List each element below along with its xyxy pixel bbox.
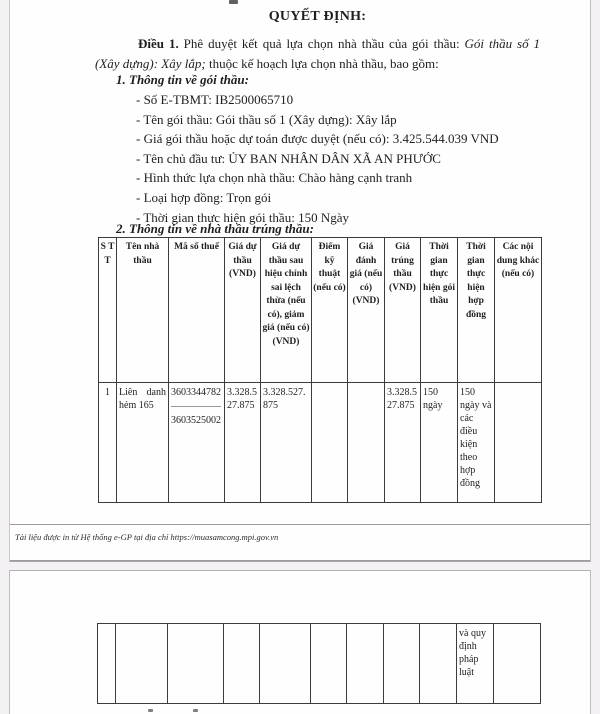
cell-other-contents	[495, 383, 542, 503]
document-page-1	[9, 0, 591, 562]
cut-off-text-fragment-bottom-2	[193, 709, 198, 712]
egp-print-note: Tài liệu được in từ Hệ thống e-GP tại địa chỉ https://muasamcong.mpi.gov.vn	[15, 532, 279, 542]
cell-bid-price: 3.328.527.875	[225, 383, 261, 503]
article-1-text: Phê duyệt kết quả lựa chọn nhà thầu của gói thầu:	[178, 36, 465, 51]
cell-evaluated-price-cont	[347, 624, 384, 704]
winning-contractor-table	[98, 237, 542, 503]
header-other-contents: Các nội dung khác (nếu có)	[495, 238, 542, 383]
document-page-2	[9, 570, 591, 714]
page-title: QUYẾT ĐỊNH:	[268, 9, 367, 24]
section-1-heading: 1. Thông tin về gói thầu:	[116, 72, 249, 87]
cell-contract-duration: 150 ngày và các điều kiện theo hợp đồng	[458, 383, 495, 503]
package-info-list	[136, 90, 550, 227]
cut-off-text-fragment-bottom-1	[148, 709, 153, 712]
page-footer-strip	[10, 524, 590, 561]
cell-technical-score-cont	[311, 624, 347, 704]
article-1-paragraph	[95, 34, 540, 73]
cell-winning-price-cont	[384, 624, 420, 704]
cell-evaluated-price	[348, 383, 385, 503]
info-investor: - Tên chủ đầu tư: ỦY BAN NHÂN DÂN XÃ AN PHƯỚC	[136, 150, 441, 166]
header-tax-code: Mã số thuế	[169, 238, 225, 383]
header-contractor: Tên nhà thầu	[117, 238, 169, 383]
info-approved-price: - Giá gói thầu hoặc dự toán được duyệt (nếu có): 3.425.544.039 VND	[136, 131, 499, 147]
table-header-row	[99, 238, 542, 383]
table-row	[99, 383, 542, 503]
header-bid-price: Giá dự thầu (VND)	[225, 238, 261, 383]
article-1-label: Điều 1.	[138, 36, 179, 51]
header-package-duration: Thời gian thực hiện gói thầu	[421, 238, 458, 383]
winning-contractor-table-continued	[97, 623, 541, 704]
cell-package-duration-cont	[420, 624, 457, 704]
cell-bid-price-cont	[224, 624, 260, 704]
header-evaluated-price: Giá đánh giá (nếu có) (VND)	[348, 238, 385, 383]
cell-adjusted-bid-price-cont	[260, 624, 311, 704]
cell-contractor: Liên danh hẻm 165	[117, 383, 169, 503]
tax-code-2: 3603525002	[171, 415, 221, 426]
header-technical-score: Điểm kỹ thuật (nếu có)	[312, 238, 348, 383]
article-1-package-name: Gói thầu số 1 (Xây dựng): Xây lắp;	[95, 36, 541, 71]
cut-off-text-fragment-top	[229, 0, 238, 4]
header-stt: S T T	[99, 238, 117, 383]
cell-technical-score	[312, 383, 348, 503]
header-contract-duration: Thời gian thực hiện hợp đồng	[458, 238, 495, 383]
tax-code-divider	[171, 406, 221, 407]
info-selection-method: - Hình thức lựa chọn nhà thầu: Chào hàng cạnh tranh	[136, 170, 413, 186]
table-row-continued	[98, 624, 541, 704]
section-2-heading: 2. Thông tin về nhà thầu trúng thầu:	[116, 221, 314, 236]
cell-winning-price: 3.328.527.875	[385, 383, 421, 503]
header-adjusted-bid-price: Giá dự thầu sau hiệu chỉnh sai lệch thừa (nếu có), giảm giá (nếu có) (VND)	[261, 238, 312, 383]
info-package-name: - Tên gói thầu: Gói thầu số 1 (Xây dựng): Xây lắp	[136, 111, 397, 127]
info-etbmt: - Số E-TBMT: IB2500065710	[136, 92, 294, 107]
cell-tax-codes-cont	[168, 624, 224, 704]
article-1-text-end: thuộc kế hoạch lựa chọn nhà thầu, bao gồm:	[205, 55, 439, 71]
cell-adjusted-bid-price: 3.328.527.875	[261, 383, 312, 503]
cell-stt-cont	[98, 624, 116, 704]
cell-other-contents-cont	[494, 624, 541, 704]
cell-contract-duration-cont: và quy định pháp luật	[457, 624, 494, 704]
info-contract-type: - Loại hợp đồng: Trọn gói	[136, 189, 272, 205]
cell-tax-codes	[169, 383, 225, 503]
cell-stt: 1	[99, 383, 117, 503]
cell-package-duration: 150 ngày	[421, 383, 458, 503]
header-winning-price: Giá trúng thầu (VND)	[385, 238, 421, 383]
cell-contractor-cont	[116, 624, 168, 704]
info-duration: - Thời gian thực hiện gói thầu: 150 Ngày	[136, 209, 349, 225]
tax-code-1: 3603344782	[171, 387, 221, 398]
